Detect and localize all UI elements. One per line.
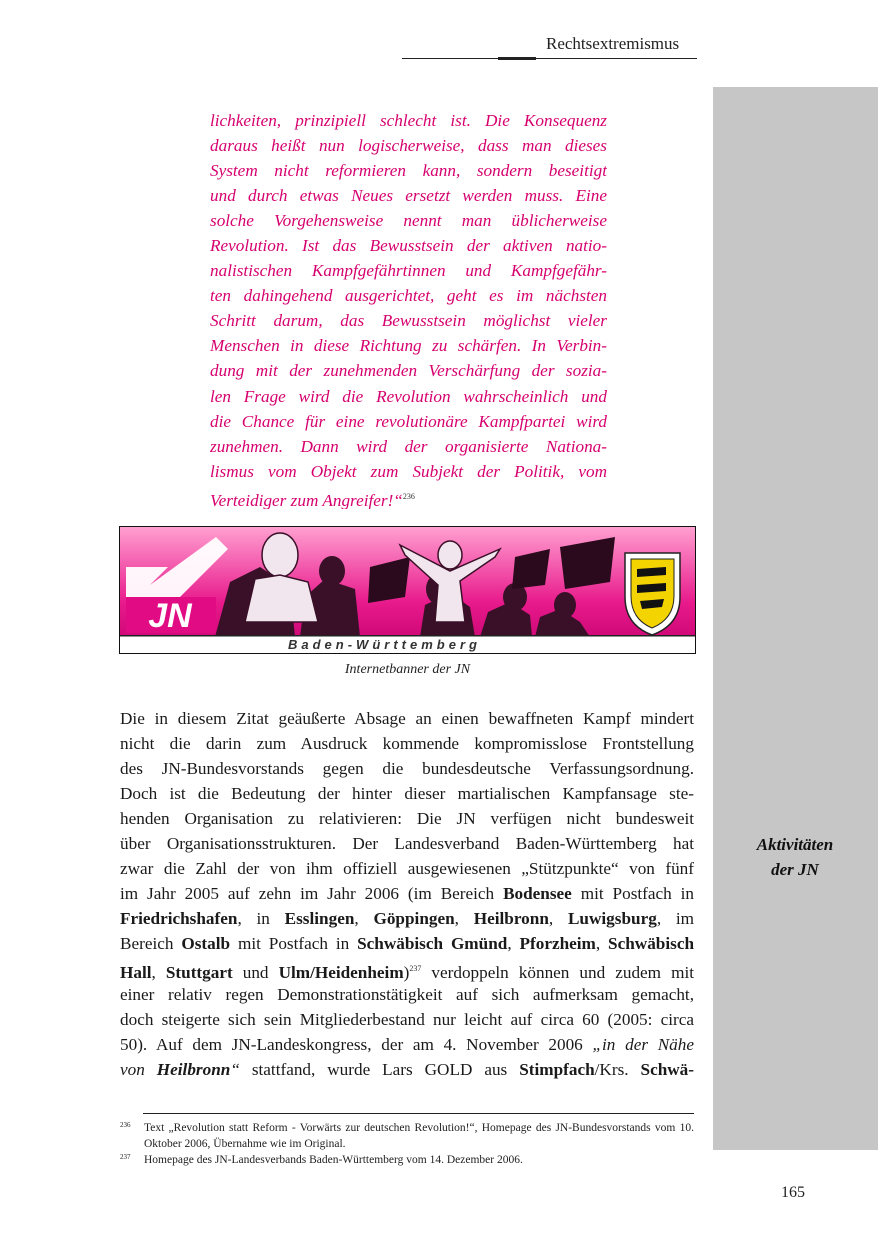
- margin-note-line2: der JN: [771, 860, 819, 879]
- body-line: zwar die Zahl der von ihm offiziell ausgewiesenen „Stützpunkte“ von fünf: [120, 859, 694, 879]
- text-run: ,: [354, 909, 374, 929]
- place-name: Luwigsburg: [567, 909, 657, 929]
- body-paragraph: [120, 706, 694, 1082]
- jn-banner-image: [119, 526, 696, 654]
- quote-line: und durch etwas Neues ersetzt werden muss. Eine: [210, 186, 607, 206]
- block-quote: [210, 108, 607, 509]
- figure-caption: Internetbanner der JN: [344, 662, 471, 677]
- text-run: ,: [151, 963, 166, 983]
- running-header: Rechtsextremismus: [546, 34, 680, 53]
- quote-line: daraus heißt nun logischerweise, dass man dieses: [210, 136, 607, 156]
- coat-of-arms-icon: [625, 553, 680, 635]
- body-line: [120, 906, 694, 931]
- text-run: Bereich: [120, 934, 182, 954]
- place-name: Friedrichshafen: [120, 909, 238, 929]
- place-name: Ostalb: [181, 934, 231, 954]
- text-run: verdoppeln können und zudem mit: [421, 963, 695, 983]
- quote-line: lismus vom Objekt zum Subjekt der Politik, vom: [210, 461, 607, 481]
- quote-line: len Frage wird die Revolution wahrscheinlich und: [210, 386, 607, 406]
- quote-line: ten dahingehend ausgerichtet, geht es im nächsten: [210, 286, 607, 306]
- place-name: Schwäbisch Gmünd: [357, 934, 508, 954]
- quote-line: solche Vorgehensweise nennt man üblicherweise: [210, 211, 607, 231]
- body-line: über Organisationsstrukturen. Der Landesverband Baden-Württemberg hat: [120, 834, 694, 854]
- body-line: Doch ist die Bedeutung der hinter dieser martialischen Kampfansage ste-: [120, 784, 694, 804]
- footnote-rule: [143, 1113, 694, 1114]
- text-run: 50). Auf dem JN-Landeskongress, der am 4. November 2006: [120, 1034, 593, 1054]
- place-name: Schwä-: [640, 1059, 694, 1079]
- body-line: [120, 1032, 694, 1057]
- place-name: Stuttgart: [165, 963, 233, 983]
- quote-line-last: [210, 484, 607, 509]
- place-name: Ulm/Heidenheim: [278, 963, 404, 983]
- header-rule-accent: [498, 57, 536, 60]
- text-run: “: [230, 1059, 240, 1079]
- place-name: Schwäbisch: [608, 934, 695, 954]
- margin-note-line1: Aktivitäten: [756, 835, 834, 854]
- text-run: mit Postfach in: [230, 934, 358, 954]
- body-line: des JN-Bundesvorstands gegen die bundesdeutsche Verfassungsordnung.: [120, 759, 694, 779]
- place-name: Göppingen: [373, 909, 455, 929]
- footnote: [120, 1120, 694, 1152]
- text-run: von: [120, 1059, 157, 1079]
- body-line: [120, 956, 694, 981]
- place-name: Stimpfach: [519, 1059, 595, 1079]
- footnote-text: Text „Revolution statt Reform - Vorwärts zur deutschen Revolution!“, Homepage des JN-Bundesvorstands vom 10. Oktober 2006, Übernahme wie im Original.: [144, 1122, 694, 1150]
- body-line: nicht die darin zum Ausdruck kommende kompromisslose Frontstellung: [120, 734, 694, 754]
- quote-line: die Chance für eine revolutionäre Kampfpartei wird: [210, 411, 607, 431]
- quote-line: Menschen in diese Richtung zu schärfen. In Verbin-: [210, 336, 607, 356]
- body-line: [120, 881, 694, 906]
- body-line: einer relativ regen Demonstrationstätigkeit auf sich aufmerksam gemacht,: [120, 984, 694, 1004]
- text-run: , im: [656, 909, 695, 929]
- place-name: Esslingen: [284, 909, 355, 929]
- footnote-number: 237: [120, 1153, 131, 1161]
- header-rule: [402, 58, 697, 59]
- text-run: mit Postfach in: [571, 884, 695, 904]
- text-run: und: [232, 963, 279, 983]
- footnotes: [120, 1120, 694, 1168]
- footnote: [120, 1152, 694, 1168]
- banner-region-label: Baden-Württemberg: [288, 637, 481, 652]
- place-name: Heilbronn: [473, 909, 549, 929]
- quote-line: dung mit der zunehmenden Verschärfung der sozia-: [210, 361, 607, 381]
- margin-column: [713, 87, 878, 1150]
- text-run: stattfand, wurde Lars GOLD aus: [239, 1059, 520, 1079]
- body-line: [120, 1057, 694, 1082]
- body-line: [120, 931, 694, 956]
- quote-line: Revolution. Ist das Bewusstsein der aktiven natio-: [210, 236, 607, 256]
- text-run: ,: [507, 934, 520, 954]
- footnote-number: 236: [120, 1121, 131, 1129]
- quote-line: nalistischen Kampfgefährtinnen und Kampfgefähr-: [210, 261, 607, 281]
- text-run: ): [403, 963, 410, 983]
- text-run: ,: [454, 909, 474, 929]
- text-run: im Jahr 2005 auf zehn im Jahr 2006 (im Bereich: [120, 884, 504, 904]
- quote-line: Schritt darum, das Bewusstsein möglichst vieler: [210, 311, 607, 331]
- body-line: doch steigerte sich sein Mitgliederbestand nur leicht auf circa 60 (2005: circa: [120, 1009, 694, 1029]
- quote-line: zunehmen. Dann wird der organisierte Nationa-: [210, 436, 607, 456]
- place-name: Heilbronn: [156, 1059, 231, 1079]
- banner-graphic: [120, 527, 695, 653]
- page-number: 165: [781, 1184, 805, 1201]
- footnote-ref: 236: [402, 491, 415, 501]
- place-name: Pforzheim: [519, 934, 596, 954]
- footnote-ref: 237: [409, 964, 422, 974]
- quote-line: lichkeiten, prinzipiell schlecht ist. Die Konsequenz: [210, 111, 607, 130]
- text-run: , in: [237, 909, 285, 929]
- footnote-text: Homepage des JN-Landesverbands Baden-Württemberg vom 14. Dezember 2006.: [144, 1154, 523, 1166]
- quote-line-text: Verteidiger zum Angreifer!“: [210, 490, 403, 509]
- quoted-text: [120, 1060, 240, 1079]
- logo-text: JN: [148, 597, 192, 635]
- text-run: ,: [595, 934, 609, 954]
- text-run: /Krs.: [594, 1059, 641, 1079]
- quoted-text: „in der Nähe: [592, 1034, 694, 1054]
- quote-line: System nicht reformieren kann, sondern beseitigt: [210, 161, 607, 181]
- text-run: ,: [548, 909, 568, 929]
- place-name: Hall: [120, 963, 152, 983]
- body-line: Die in diesem Zitat geäußerte Absage an einen bewaffneten Kampf mindert: [120, 709, 694, 728]
- body-line: henden Organisation zu relativieren: Die JN verfügen nicht bundesweit: [120, 809, 694, 829]
- place-name: Bodensee: [503, 884, 572, 904]
- margin-note: [720, 832, 870, 882]
